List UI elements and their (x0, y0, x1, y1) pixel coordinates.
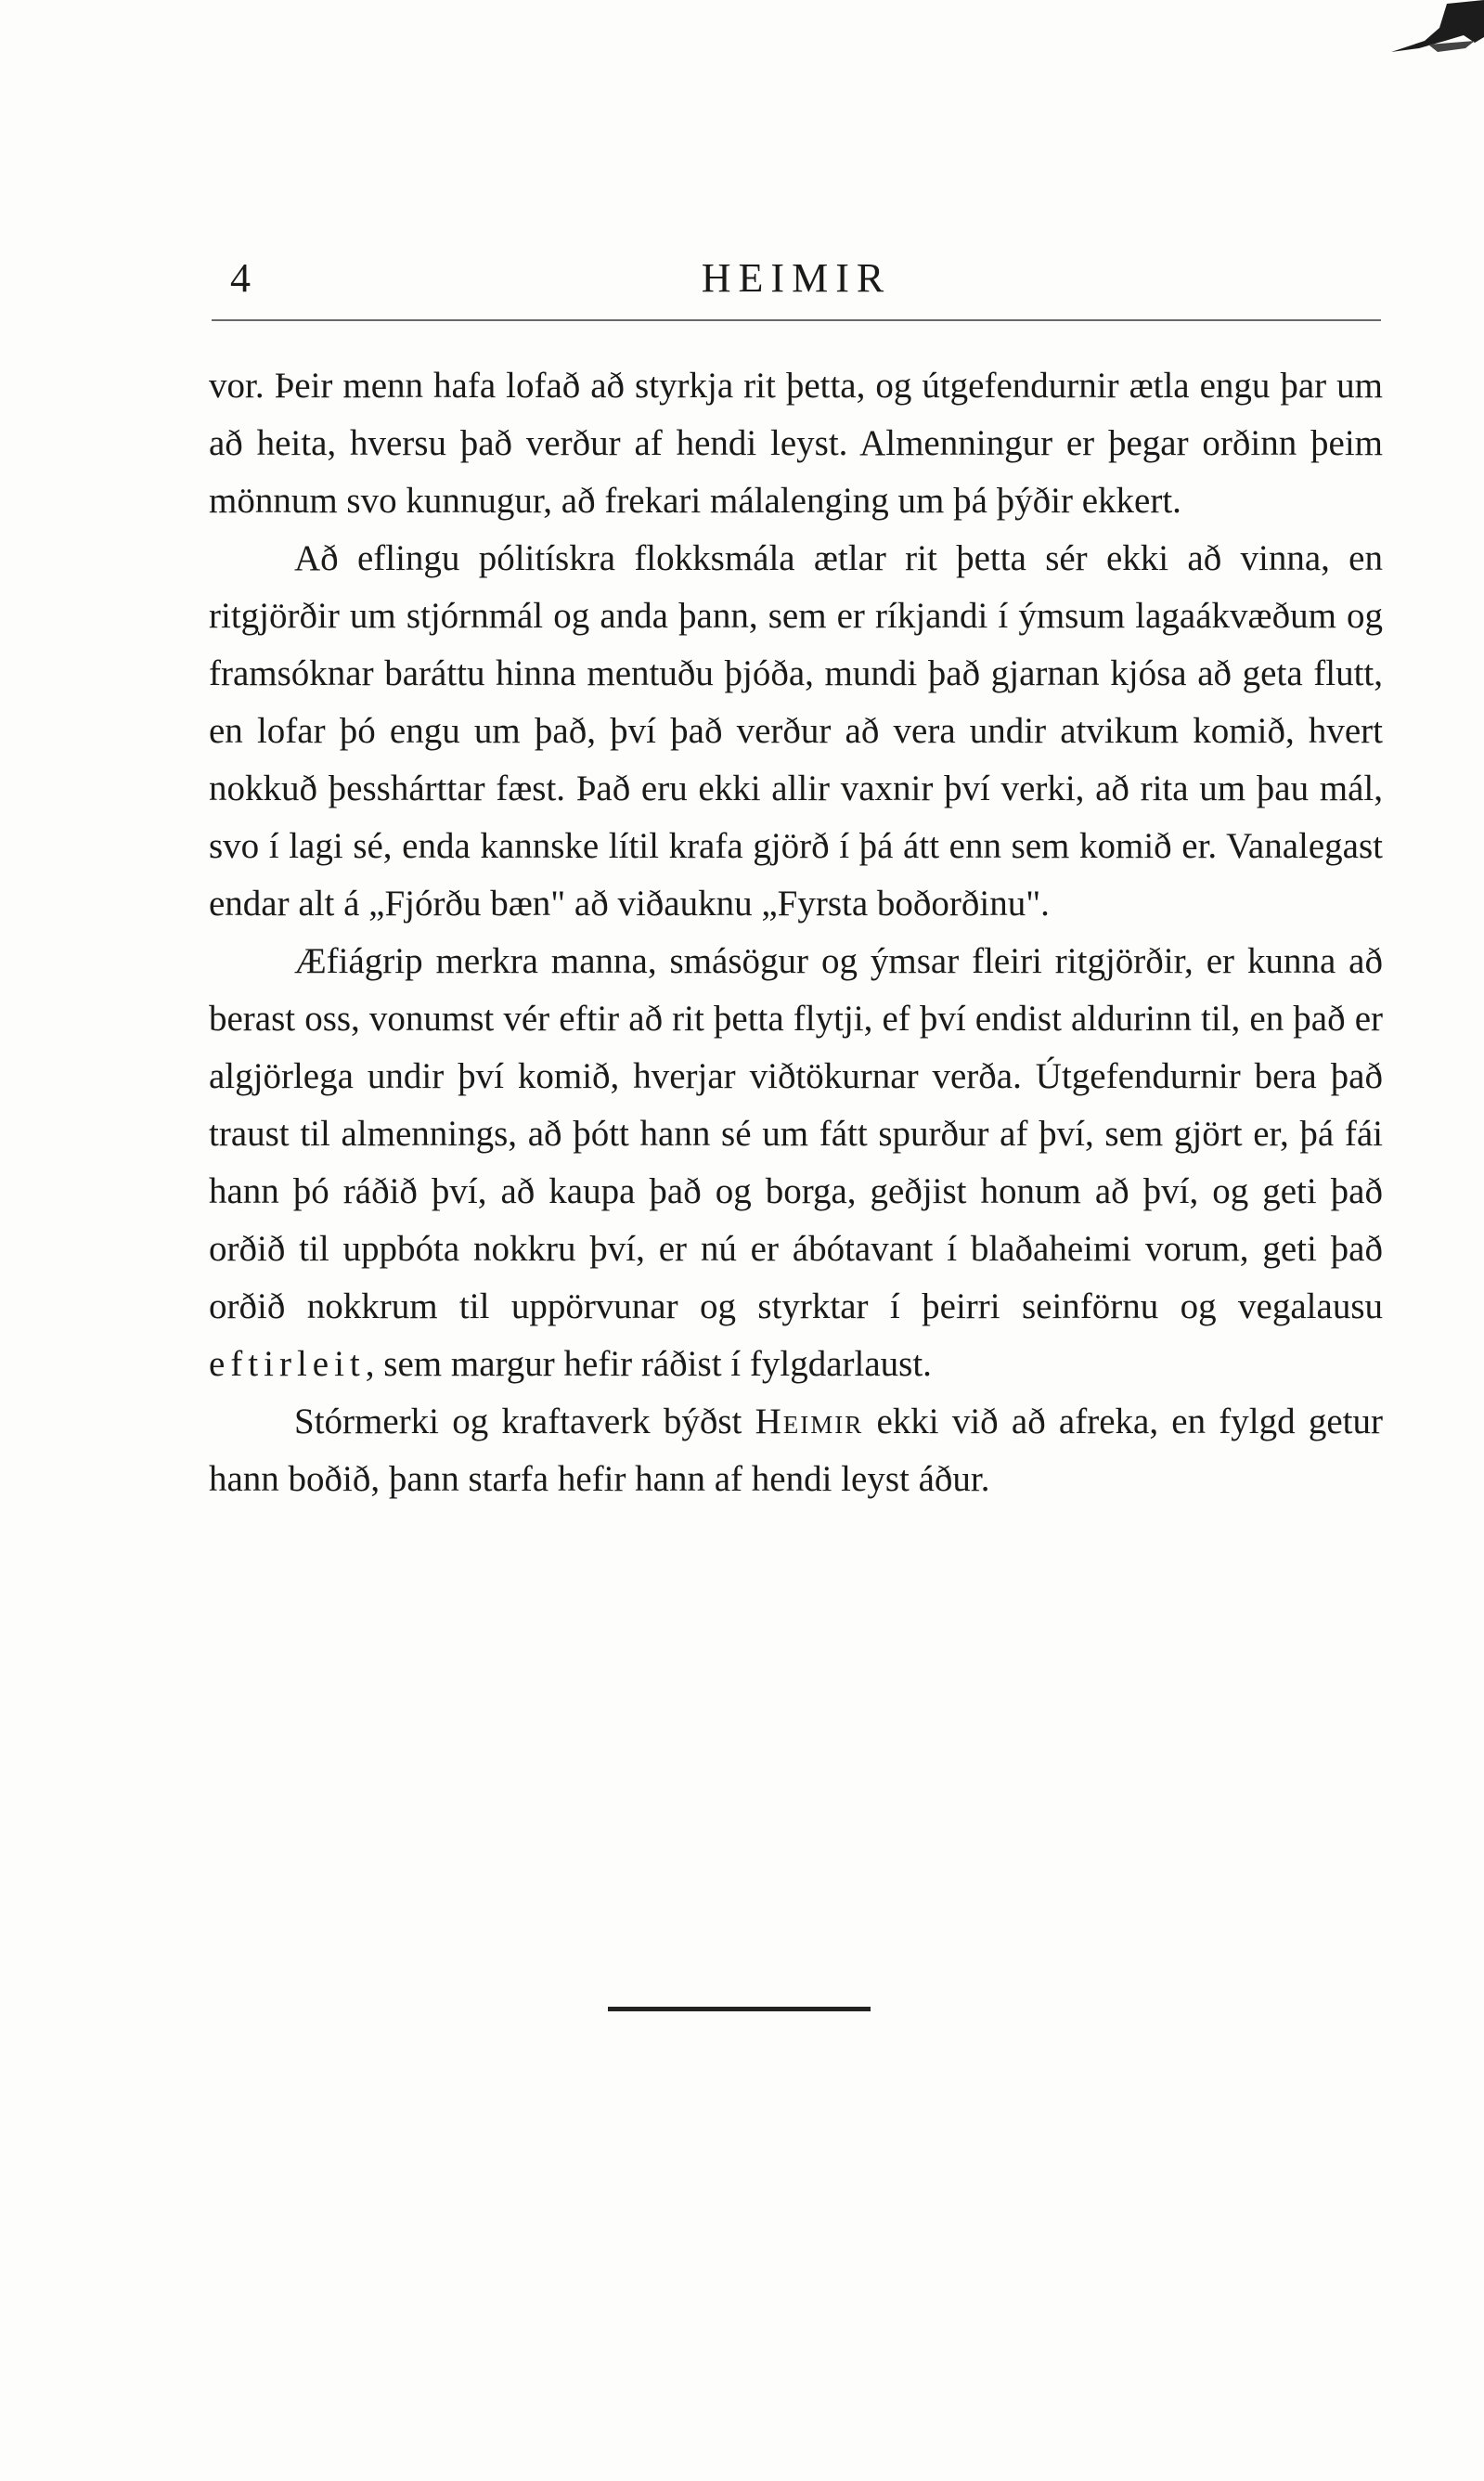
spaced-word: eftirleit (209, 1344, 366, 1384)
paragraph-3 (209, 933, 1383, 1393)
end-rule (608, 2007, 871, 2011)
corner-stain-mark (1336, 0, 1484, 65)
paragraph-4-end: ekki við að afreka, en fylgd getur hann boðið, þann starfa hefir hann af hendi leyst áður. (209, 1402, 1383, 1499)
paragraph-1: vor. Þeir menn hafa lofað að styrkja rit þetta, og útgefendurnir ætla engu þar um að heita, hversu það verður af hendi leyst. Almenningur er þegar orðinn þeim mönnum svo kunnugur, að frekari málalenging um þá þýðir ekkert. (209, 366, 1383, 521)
page-number: 4 (230, 255, 251, 301)
journal-name: Heimir (755, 1402, 864, 1441)
paragraph-3-text: Æfiágrip merkra manna, smásögur og ýmsar fleiri ritgjörðir, er kunna að berast oss, vonumst vér eftir að rit þetta flytji, ef því endist aldurinn til, en það er algjörlega undir því komið, hverjar viðtökurnar verða. Útgefendurnir bera það traust til almennings, að þótt hann sé um fátt spurður af því, sem gjört er, þá fái hann þó ráðið því, að kaupa það og borga, geðjist honum að því, og geti það orðið til uppbóta nokkru því, er nú er ábótavant í blaðaheimi vorum, geti það orðið nokkrum til uppörvunar og styrktar í þeirri seinförnu og vegalausu (209, 941, 1383, 1326)
running-title: HEIMIR (701, 255, 892, 301)
paragraph-4 (209, 1393, 1383, 1508)
paragraph-3-end: , sem margur hefir ráðist í fylgdarlaust. (365, 1344, 932, 1384)
body-text (209, 357, 1383, 1508)
page-header (212, 251, 1381, 316)
paragraph-4-text: Stórmerki og kraftaverk býðst (294, 1402, 755, 1441)
header-rule (212, 319, 1381, 321)
paragraph-2: Að eflingu pólitískra flokksmála ætlar rit þetta sér ekki að vinna, en ritgjörðir um stjórnmál og anda þann, sem er ríkjandi í ýmsum lagaákvæðum og framsóknar baráttu hinna mentuðu þjóða, mundi það gjarnan kjósa að geta flutt, en lofar þó engu um það, því það verður að vera undir atvikum komið, hvert nokkuð þesshárttar fæst. Það eru ekki allir vaxnir því verki, að rita um þau mál, svo í lagi sé, enda kannske lítil krafa gjörð í þá átt enn sem komið er. Vanalegast endar alt á „Fjórðu bæn" að viðauknu „Fyrsta boðorðinu". (209, 538, 1383, 924)
